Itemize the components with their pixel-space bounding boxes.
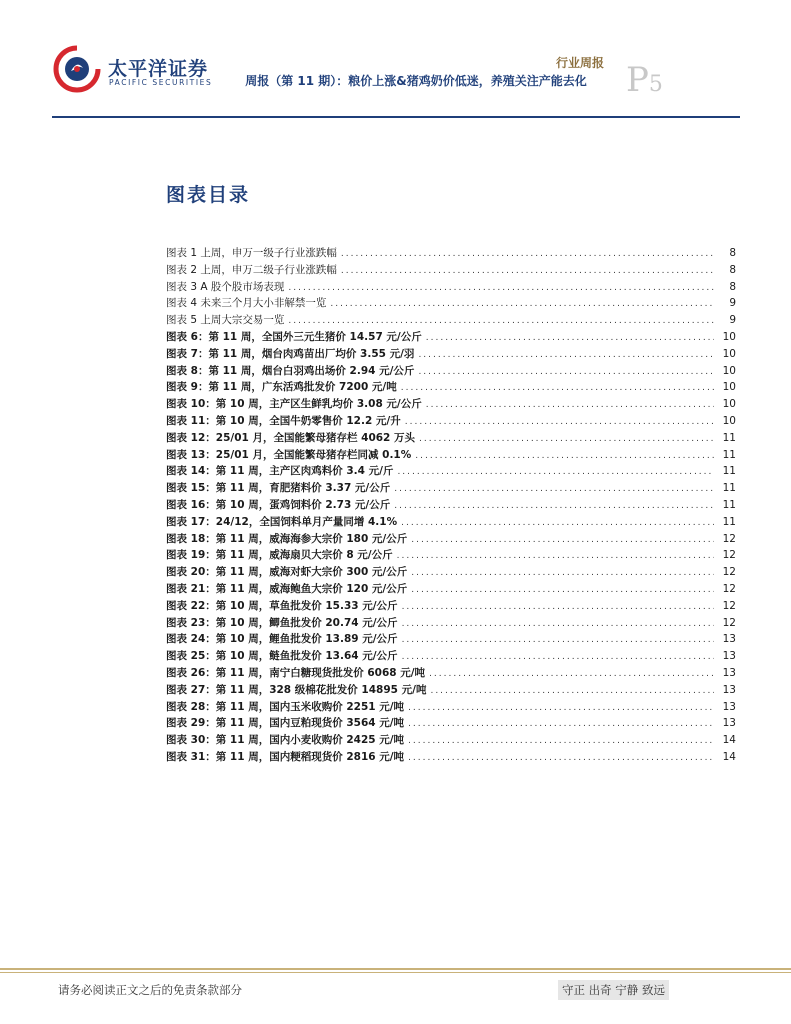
toc-dot-leader [408, 716, 714, 733]
toc-entry[interactable] [166, 715, 740, 732]
toc-entry[interactable] [166, 396, 740, 413]
toc-entry[interactable] [166, 732, 740, 749]
footer-disclaimer: 请务必阅读正文之后的免责条款部分 [58, 983, 242, 997]
company-logo [52, 44, 222, 94]
logo-name-en: PACIFIC SECURITIES [109, 78, 213, 87]
toc-entry[interactable] [166, 631, 740, 648]
toc-entry-page: 8 [729, 280, 736, 293]
toc-entry-label: 图表 18：第 11 周，威海海参大宗价 180 元/公斤 [166, 532, 408, 545]
toc-entry-label: 图表 30：第 11 周，国内小麦收购价 2425 元/吨 [166, 734, 405, 747]
toc-entry-page: 13 [722, 700, 736, 713]
toc-dot-leader [411, 565, 714, 582]
toc-entry[interactable] [166, 379, 740, 396]
toc-entry-page: 10 [722, 414, 736, 427]
toc-entry-page: 11 [722, 465, 736, 478]
toc-dot-leader [405, 414, 714, 431]
toc-dot-leader [402, 599, 714, 616]
toc-entry-label: 图表 21：第 11 周，威海鲍鱼大宗价 120 元/公斤 [166, 582, 408, 595]
toc-entry-label: 图表 14：第 11 周，主产区肉鸡料价 3.4 元/斤 [166, 465, 394, 478]
toc-heading: 图表目录 [166, 184, 251, 206]
toc-entry-label: 图表 16：第 10 周，蛋鸡饲料价 2.73 元/公斤 [166, 498, 391, 511]
report-title: 周报（第 11 期）：粮价上涨&猪鸡奶价低迷，养殖关注产能去化 [245, 74, 587, 88]
toc-list [166, 245, 740, 766]
toc-entry[interactable] [166, 598, 740, 615]
toc-dot-leader [288, 280, 714, 297]
toc-dot-leader [401, 380, 714, 397]
toc-entry[interactable] [166, 514, 740, 531]
toc-entry[interactable] [166, 682, 740, 699]
toc-entry[interactable] [166, 531, 740, 548]
toc-entry[interactable] [166, 413, 740, 430]
toc-entry-label: 图表 13：25/01 月，全国能繁母猪存栏同减 0.1% [166, 448, 412, 461]
toc-entry-label: 图表 11：第 10 周，全国牛奶零售价 12.2 元/升 [166, 414, 401, 427]
toc-entry-page: 9 [729, 297, 736, 310]
toc-dot-leader [430, 683, 714, 700]
toc-entry-page: 14 [722, 734, 736, 747]
toc-entry-label: 图表 4 未来三个月大小非解禁一览 [166, 297, 327, 310]
toc-entry-label: 图表 26：第 11 周，南宁白糖现货批发价 6068 元/吨 [166, 666, 426, 679]
toc-entry[interactable] [166, 463, 740, 480]
toc-entry-label: 图表 8：第 11 周，烟台白羽鸡出场价 2.94 元/公斤 [166, 364, 415, 377]
toc-dot-leader [394, 481, 714, 498]
toc-entry-page: 12 [722, 566, 736, 579]
header-divider [52, 116, 740, 118]
toc-dot-leader [408, 750, 714, 767]
toc-dot-leader [341, 263, 714, 280]
toc-entry[interactable] [166, 648, 740, 665]
toc-entry-page: 10 [722, 381, 736, 394]
toc-dot-leader [402, 649, 714, 666]
toc-entry-label: 图表 23：第 10 周，鲫鱼批发价 20.74 元/公斤 [166, 616, 398, 629]
toc-entry-page: 10 [722, 364, 736, 377]
toc-entry-page: 13 [722, 666, 736, 679]
toc-entry-label: 图表 29：第 11 周，国内豆粕现货价 3564 元/吨 [166, 717, 405, 730]
toc-entry-page: 12 [722, 616, 736, 629]
toc-entry-label: 图表 3 A 股个股市场表现 [166, 280, 285, 293]
toc-dot-leader [426, 397, 714, 414]
toc-entry-page: 10 [722, 330, 736, 343]
toc-entry[interactable] [166, 245, 740, 262]
toc-dot-leader [397, 464, 714, 481]
logo-name-cn: 太平洋证券 [108, 58, 209, 80]
toc-entry-label: 图表 20：第 11 周，威海对虾大宗价 300 元/公斤 [166, 566, 408, 579]
toc-entry-label: 图表 7：第 11 周，烟台肉鸡苗出厂均价 3.55 元/羽 [166, 347, 415, 360]
footer-divider [0, 968, 791, 970]
toc-entry[interactable] [166, 329, 740, 346]
page-number [626, 60, 663, 100]
toc-entry-label: 图表 5 上周大宗交易一览 [166, 314, 285, 327]
toc-entry[interactable] [166, 564, 740, 581]
toc-entry[interactable] [166, 312, 740, 329]
toc-entry-page: 13 [722, 633, 736, 646]
toc-entry-label: 图表 22：第 10 周，草鱼批发价 15.33 元/公斤 [166, 599, 398, 612]
toc-entry[interactable] [166, 480, 740, 497]
toc-dot-leader [411, 532, 714, 549]
toc-entry-label: 图表 2 上周，申万二级子行业涨跌幅 [166, 263, 337, 276]
report-category: 行业周报 [556, 56, 605, 70]
toc-entry-label: 图表 31：第 11 周，国内粳稻现货价 2816 元/吨 [166, 750, 405, 763]
toc-dot-leader [426, 330, 714, 347]
toc-entry[interactable] [166, 497, 740, 514]
toc-entry-label: 图表 12：25/01 月，全国能繁母猪存栏 4062 万头 [166, 431, 416, 444]
toc-entry[interactable] [166, 699, 740, 716]
toc-dot-leader [408, 700, 714, 717]
footer-motto: 守正 出奇 宁静 致远 [558, 980, 669, 1000]
toc-entry-label: 图表 27：第 11 周，328 级棉花批发价 14895 元/吨 [166, 683, 427, 696]
toc-entry-page: 9 [729, 314, 736, 327]
toc-dot-leader [418, 364, 714, 381]
toc-dot-leader [429, 666, 714, 683]
toc-entry[interactable] [166, 749, 740, 766]
toc-dot-leader [402, 632, 714, 649]
toc-entry[interactable] [166, 363, 740, 380]
toc-entry[interactable] [166, 295, 740, 312]
toc-entry-page: 10 [722, 398, 736, 411]
toc-dot-leader [401, 515, 714, 532]
toc-dot-leader [330, 296, 714, 313]
toc-entry-page: 8 [729, 263, 736, 276]
toc-entry[interactable] [166, 447, 740, 464]
toc-entry-page: 12 [722, 582, 736, 595]
toc-entry-page: 11 [722, 515, 736, 528]
toc-entry-page: 14 [722, 750, 736, 763]
toc-entry[interactable] [166, 547, 740, 564]
toc-dot-leader [341, 246, 714, 263]
toc-entry-page: 11 [722, 482, 736, 495]
toc-entry-label: 图表 25：第 10 周，鲢鱼批发价 13.64 元/公斤 [166, 650, 398, 663]
toc-entry-page: 13 [722, 650, 736, 663]
toc-entry[interactable] [166, 262, 740, 279]
toc-entry-label: 图表 24：第 10 周，鲤鱼批发价 13.89 元/公斤 [166, 633, 398, 646]
toc-entry-page: 13 [722, 683, 736, 696]
toc-entry-page: 10 [722, 347, 736, 360]
toc-entry-page: 12 [722, 532, 736, 545]
toc-entry-label: 图表 19：第 11 周，威海扇贝大宗价 8 元/公斤 [166, 549, 393, 562]
toc-entry-label: 图表 1 上周，申万一级子行业涨跌幅 [166, 247, 337, 259]
toc-entry-page: 11 [722, 431, 736, 444]
toc-dot-leader [288, 313, 714, 330]
toc-dot-leader [419, 431, 714, 448]
toc-dot-leader [411, 582, 714, 599]
toc-entry-label: 图表 10：第 10 周，主产区生鲜乳均价 3.08 元/公斤 [166, 398, 422, 411]
toc-entry-page: 12 [722, 599, 736, 612]
toc-entry[interactable] [166, 279, 740, 296]
toc-entry[interactable] [166, 581, 740, 598]
toc-entry-page: 8 [729, 247, 736, 259]
toc-dot-leader [415, 448, 714, 465]
page-number-value: 5 [648, 72, 663, 97]
toc-dot-leader [394, 498, 714, 515]
toc-dot-leader [408, 733, 714, 750]
toc-entry-label: 图表 28：第 11 周，国内玉米收购价 2251 元/吨 [166, 700, 405, 713]
toc-entry-page: 12 [722, 549, 736, 562]
footer-divider-thin [0, 972, 791, 973]
pacific-securities-logo-icon [52, 44, 102, 94]
toc-entry-page: 11 [722, 498, 736, 511]
toc-entry-page: 13 [722, 717, 736, 730]
toc-dot-leader [418, 347, 714, 364]
toc-entry[interactable] [166, 430, 740, 447]
toc-entry[interactable] [166, 346, 740, 363]
toc-dot-leader [397, 548, 714, 565]
toc-entry-label: 图表 17：24/12，全国饲料单月产量同增 4.1% [166, 515, 398, 528]
toc-entry[interactable] [166, 665, 740, 682]
toc-entry-page: 11 [722, 448, 736, 461]
page-number-prefix: P [626, 60, 649, 100]
toc-entry[interactable] [166, 615, 740, 632]
toc-entry-label: 图表 6：第 11 周，全国外三元生猪价 14.57 元/公斤 [166, 330, 422, 343]
toc-entry-label: 图表 15：第 11 周，育肥猪料价 3.37 元/公斤 [166, 482, 391, 495]
toc-dot-leader [402, 616, 714, 633]
toc-entry-label: 图表 9：第 11 周，广东活鸡批发价 7200 元/吨 [166, 381, 397, 394]
